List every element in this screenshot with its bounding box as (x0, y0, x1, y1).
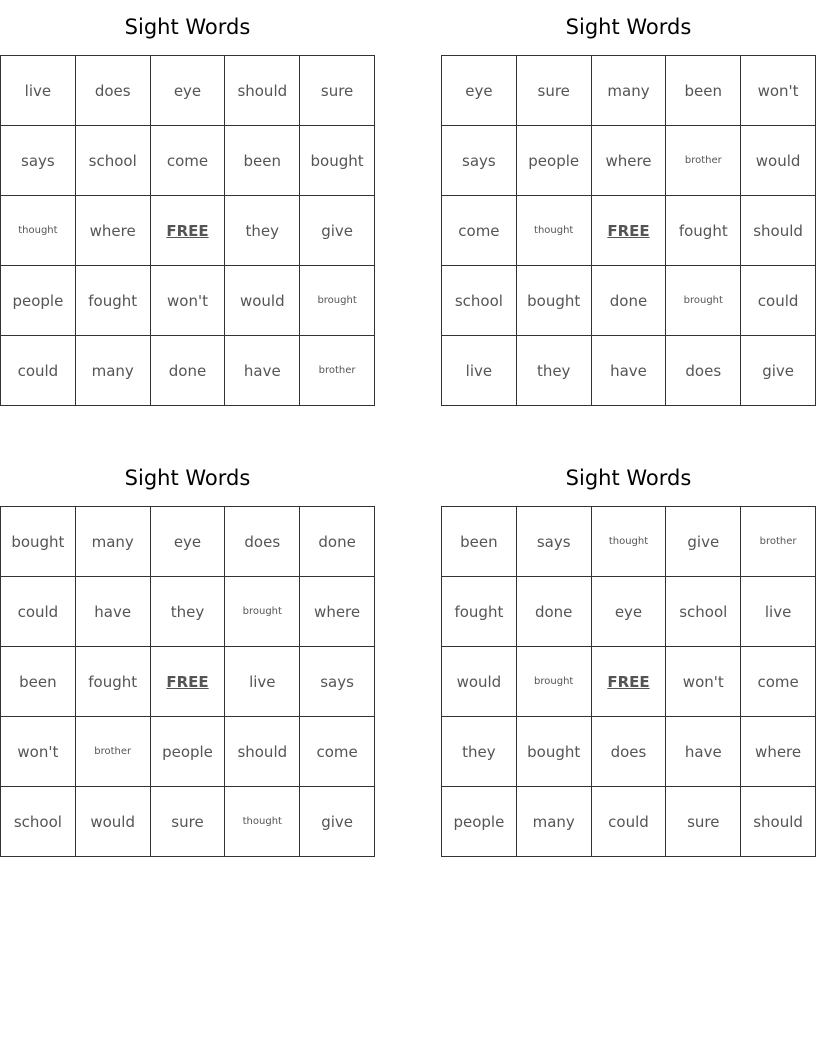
word-cell: says (516, 507, 591, 577)
grid-row (442, 336, 816, 406)
grid-row (1, 507, 375, 577)
grid-row (1, 717, 375, 787)
word-cell: where (741, 717, 816, 787)
word-cell: won't (150, 266, 225, 336)
word-cell: should (225, 717, 300, 787)
card-title: Sight Words (124, 15, 251, 39)
grid-row (442, 507, 816, 577)
word-cell: live (1, 56, 76, 126)
word-cell: been (1, 647, 76, 717)
word-cell: school (75, 126, 150, 196)
grid-row (442, 266, 816, 336)
bingo-card-1 (0, 0, 375, 406)
word-cell: give (300, 787, 375, 857)
word-cell: brought (300, 266, 375, 336)
grid-row (442, 56, 816, 126)
word-cell: brother (75, 717, 150, 787)
word-cell: thought (591, 507, 666, 577)
word-cell: where (591, 126, 666, 196)
word-cell: have (225, 336, 300, 406)
word-cell: give (300, 196, 375, 266)
word-cell: bought (516, 266, 591, 336)
word-cell: done (516, 577, 591, 647)
word-cell: would (225, 266, 300, 336)
word-cell: done (591, 266, 666, 336)
word-cell: done (300, 507, 375, 577)
grid-row (1, 266, 375, 336)
word-cell: have (591, 336, 666, 406)
word-cell: people (516, 126, 591, 196)
word-cell: brother (741, 507, 816, 577)
word-cell: fought (666, 196, 741, 266)
word-cell: they (225, 196, 300, 266)
bingo-card-2 (441, 0, 816, 406)
word-cell: come (150, 126, 225, 196)
word-cell: many (591, 56, 666, 126)
word-cell: been (225, 126, 300, 196)
word-cell: give (666, 507, 741, 577)
word-cell: brother (666, 126, 741, 196)
word-cell: have (75, 577, 150, 647)
word-cell: bought (300, 126, 375, 196)
word-cell: won't (1, 717, 76, 787)
grid-row (1, 577, 375, 647)
grid-row (1, 787, 375, 857)
grid-row (1, 647, 375, 717)
word-cell: does (591, 717, 666, 787)
word-cell: could (1, 336, 76, 406)
word-cell: brother (300, 336, 375, 406)
word-cell: eye (591, 577, 666, 647)
word-cell: fought (442, 577, 517, 647)
word-cell: school (666, 577, 741, 647)
word-cell: people (1, 266, 76, 336)
grid-row (1, 126, 375, 196)
word-cell: where (75, 196, 150, 266)
card-title: Sight Words (565, 15, 692, 39)
word-cell: where (300, 577, 375, 647)
word-cell: have (666, 717, 741, 787)
word-cell: does (225, 507, 300, 577)
word-cell: thought (225, 787, 300, 857)
word-cell: could (741, 266, 816, 336)
free-space-cell: FREE (591, 647, 666, 717)
bingo-card-3 (0, 451, 375, 857)
word-cell: they (150, 577, 225, 647)
word-cell: could (1, 577, 76, 647)
word-cell: brought (225, 577, 300, 647)
bingo-grid (0, 55, 375, 406)
free-space-cell: FREE (150, 647, 225, 717)
bingo-grid (441, 506, 816, 857)
word-cell: been (442, 507, 517, 577)
word-cell: should (741, 196, 816, 266)
word-cell: fought (75, 266, 150, 336)
word-cell: live (225, 647, 300, 717)
grid-row (442, 647, 816, 717)
word-cell: done (150, 336, 225, 406)
word-cell: sure (516, 56, 591, 126)
word-cell: live (442, 336, 517, 406)
word-cell: won't (741, 56, 816, 126)
word-cell: says (300, 647, 375, 717)
card-title: Sight Words (124, 466, 251, 490)
word-cell: would (75, 787, 150, 857)
grid-row (1, 56, 375, 126)
word-cell: bought (1, 507, 76, 577)
grid-row (442, 717, 816, 787)
grid-row (442, 196, 816, 266)
free-space-cell: FREE (150, 196, 225, 266)
word-cell: come (442, 196, 517, 266)
word-cell: live (741, 577, 816, 647)
word-cell: they (442, 717, 517, 787)
word-cell: brought (666, 266, 741, 336)
word-cell: eye (150, 56, 225, 126)
word-cell: would (442, 647, 517, 717)
word-cell: sure (300, 56, 375, 126)
word-cell: won't (666, 647, 741, 717)
free-space-cell: FREE (591, 196, 666, 266)
word-cell: school (442, 266, 517, 336)
word-cell: many (75, 336, 150, 406)
word-cell: does (666, 336, 741, 406)
word-cell: people (150, 717, 225, 787)
word-cell: eye (442, 56, 517, 126)
word-cell: people (442, 787, 517, 857)
word-cell: thought (1, 196, 76, 266)
word-cell: come (300, 717, 375, 787)
word-cell: should (741, 787, 816, 857)
word-cell: school (1, 787, 76, 857)
grid-row (442, 787, 816, 857)
word-cell: could (591, 787, 666, 857)
word-cell: says (442, 126, 517, 196)
card-title: Sight Words (565, 466, 692, 490)
bingo-grid (0, 506, 375, 857)
word-cell: does (75, 56, 150, 126)
grid-row (442, 577, 816, 647)
word-cell: they (516, 336, 591, 406)
word-cell: many (75, 507, 150, 577)
word-cell: give (741, 336, 816, 406)
grid-row (1, 196, 375, 266)
bingo-grid (441, 55, 816, 406)
word-cell: fought (75, 647, 150, 717)
grid-row (442, 126, 816, 196)
word-cell: come (741, 647, 816, 717)
word-cell: says (1, 126, 76, 196)
grid-row (1, 336, 375, 406)
word-cell: brought (516, 647, 591, 717)
word-cell: eye (150, 507, 225, 577)
word-cell: thought (516, 196, 591, 266)
bingo-card-4 (441, 451, 816, 857)
word-cell: sure (150, 787, 225, 857)
word-cell: many (516, 787, 591, 857)
word-cell: should (225, 56, 300, 126)
word-cell: been (666, 56, 741, 126)
word-cell: would (741, 126, 816, 196)
word-cell: sure (666, 787, 741, 857)
word-cell: bought (516, 717, 591, 787)
